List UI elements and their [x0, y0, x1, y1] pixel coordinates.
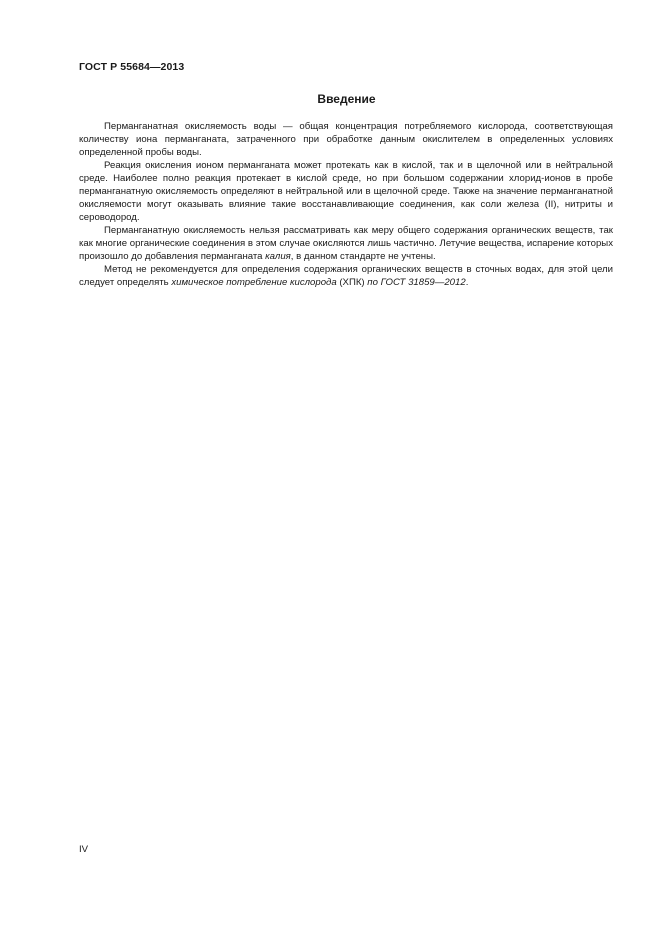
paragraph-4-text-a: Метод не рекомендуется для определения содержания органических веществ в сточных водах, для этой цели следует определять	[79, 264, 613, 288]
paragraph-1: Перманганатная окисляемость воды — общая концентрация потребляемого кислорода, соответствующая количеству иона перманганата, затраченного при обработке данным окислителем в определенных условиях определенной пробы воды.	[79, 121, 613, 158]
paragraph-3	[79, 224, 613, 263]
paragraph-4	[79, 263, 613, 289]
paragraph-3-text-b: , в данном стандарте не учтены.	[290, 251, 436, 262]
paragraph-3-italic: калия	[265, 251, 291, 262]
body-text	[79, 120, 613, 289]
document-code: ГОСТ Р 55684—2013	[79, 61, 185, 73]
paragraph-4-italic-reference: по ГОСТ 31859—2012	[367, 277, 466, 288]
page-number: IV	[79, 844, 89, 855]
section-title: Введение	[317, 92, 376, 106]
paragraph-4-text-b: (ХПК)	[336, 277, 368, 288]
paragraph-4-italic-term: химическое потребление кислорода	[171, 277, 337, 288]
paragraph-4-text-c: .	[465, 277, 469, 288]
paragraph-2: Реакция окисления ионом перманганата может протекать как в кислой, так и в щелочной или в нейтральной среде. Наиболее полно реакция протекает в кислой среде, но при большом содержании хлорид-ионов в пробе перманганатную окисляемость определяют в нейтральной или в щелочной среде. Также на значение перманганатной окисляемости могут оказывать влияние такие восстанавливающие соединения, как соли железа (II), нитриты и сероводород.	[79, 160, 613, 223]
paragraph-3-text-a: Перманганатную окисляемость нельзя рассматривать как меру общего содержания органических веществ, так как многие органические соединения в этом случае окисляются лишь частично. Летучие вещества, испарение которых произошло до добавления перманганата	[79, 225, 613, 262]
